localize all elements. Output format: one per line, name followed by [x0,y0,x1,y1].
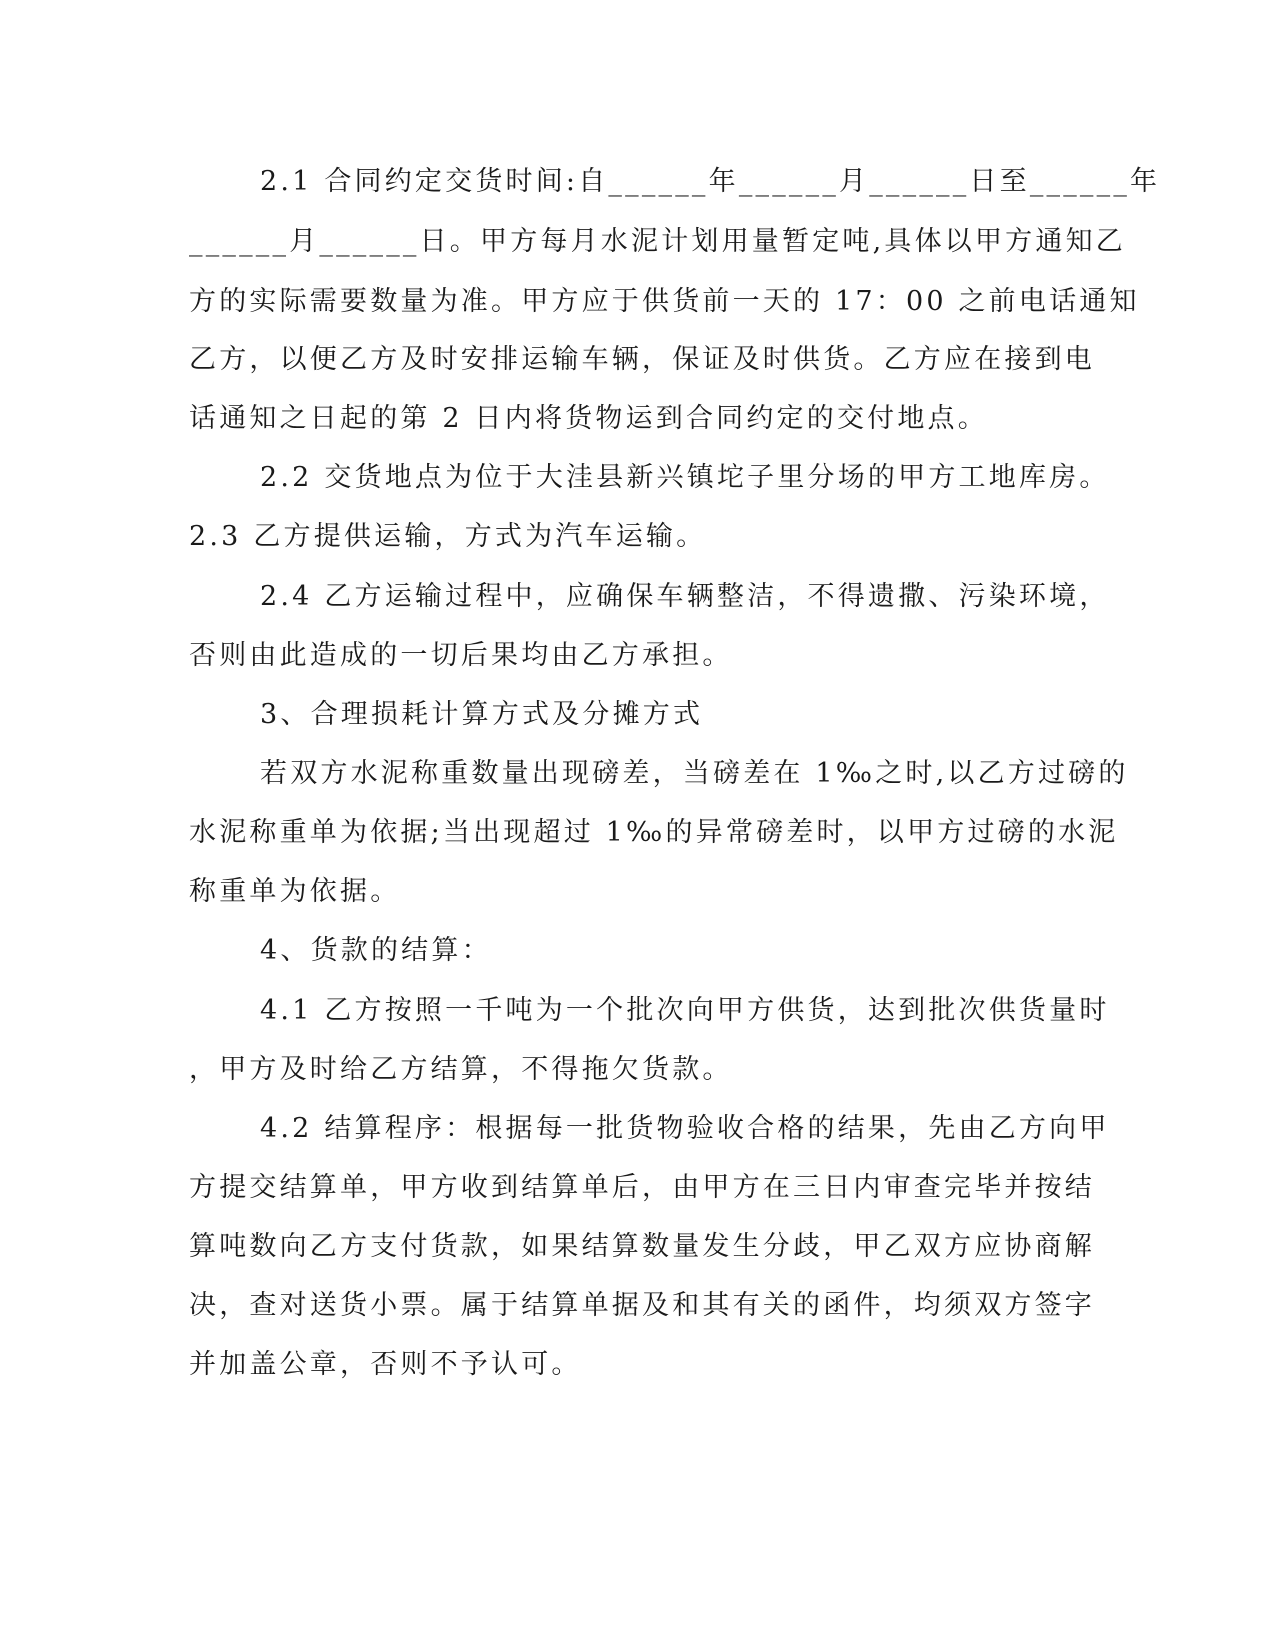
text-line: 4.2 结算程序：根据每一批货物验收合格的结果，先由乙方向甲 [260,1113,1110,1144]
section-heading: 4、货款的结算： [260,935,492,966]
text-line: 算吨数向乙方支付货款，如果结算数量发生分歧，甲乙双方应协商解 [189,1231,1095,1262]
text-line: 方的实际需要数量为准。甲方应于供货前一天的 17：00 之前电话通知 [189,286,1140,317]
text-line: ______月______日。甲方每月水泥计划用量暂定吨,具体以甲方通知乙 [189,226,1126,257]
text-line: 称重单为依据。 [189,876,401,907]
text-line: 2.2 交货地点为位于大洼县新兴镇坨子里分场的甲方工地库房。 [260,462,1110,493]
text-line: 水泥称重单为依据;当出现超过 1‰的异常磅差时，以甲方过磅的水泥 [189,817,1119,848]
text-line: 乙方，以便乙方及时安排运输车辆，保证及时供货。乙方应在接到电 [189,344,1095,375]
text-line: 4.1 乙方按照一千吨为一个批次向甲方供货，达到批次供货量时 [260,995,1110,1026]
text-line: 方提交结算单，甲方收到结算单后，由甲方在三日内审查完毕并按结 [189,1172,1095,1203]
text-line: 否则由此造成的一切后果均由乙方承担。 [189,640,733,671]
text-line: 2.3 乙方提供运输，方式为汽车运输。 [189,521,707,552]
text-line: 2.4 乙方运输过程中，应确保车辆整洁，不得遗撒、污染环境， [260,581,1110,612]
text-line: 决，查对送货小票。属于结算单据及和其有关的函件，均须双方签字 [189,1290,1095,1321]
text-line: 话通知之日起的第 2 日内将货物运到合同约定的交付地点。 [189,403,988,434]
text-line: ，甲方及时给乙方结算，不得拖欠货款。 [189,1054,733,1085]
section-heading: 3、合理损耗计算方式及分摊方式 [260,699,704,730]
text-line: 并加盖公章，否则不予认可。 [189,1349,582,1380]
text-line: 若双方水泥称重数量出现磅差，当磅差在 1‰之时,以乙方过磅的 [260,758,1129,789]
text-line: 2.1 合同约定交货时间:自______年______月______日至______年 [260,166,1161,197]
